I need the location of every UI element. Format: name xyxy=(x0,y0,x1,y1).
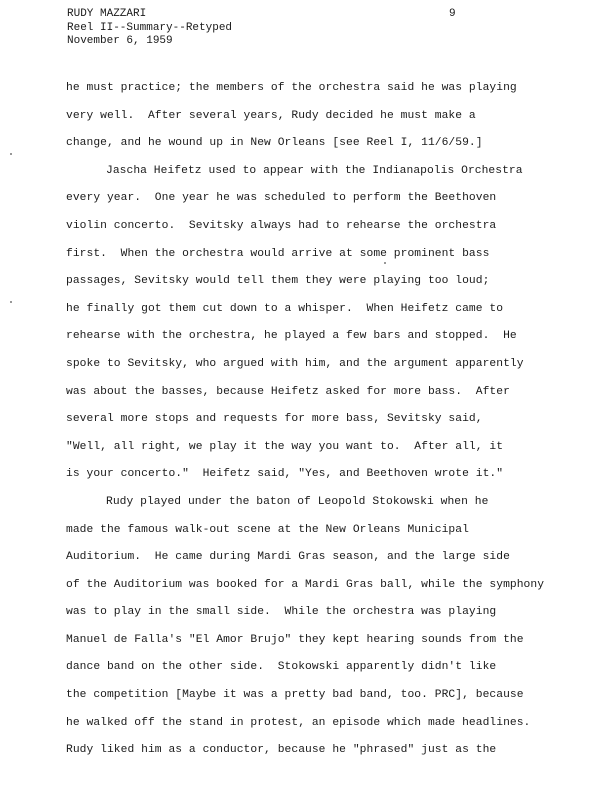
text-line: several more stops and requests for more bass, Sevitsky said, xyxy=(66,413,483,426)
text-line: Auditorium. He came during Mardi Gras season, and the large side xyxy=(66,551,510,564)
text-line: made the famous walk-out scene at the New Orleans Municipal xyxy=(66,523,469,536)
text-line: he walked off the stand in protest, an episode which made headlines. xyxy=(66,716,531,729)
text-line: rehearse with the orchestra, he played a few bars and stopped. He xyxy=(66,330,517,343)
text-line: was about the basses, because Heifetz asked for more bass. After xyxy=(66,385,510,398)
text-line: was to play in the small side. While the orchestra was playing xyxy=(66,606,497,619)
transcript-body xyxy=(66,75,566,765)
text-line: of the Auditorium was booked for a Mardi Gras ball, while the symphony xyxy=(66,578,545,591)
text-line: passages, Sevitsky would tell them they were playing too loud; xyxy=(66,275,490,288)
scan-speck xyxy=(384,262,386,264)
text-line: is your concerto." Heifetz said, "Yes, and Beethoven wrote it." xyxy=(66,468,504,481)
text-line: "Well, all right, we play it the way you want to. After all, it xyxy=(66,440,504,453)
text-line: violin concerto. Sevitsky always had to rehearse the orchestra xyxy=(66,219,497,232)
text-line: first. When the orchestra would arrive at some prominent bass xyxy=(66,247,490,260)
interviewee-name: RUDY MAZZARI xyxy=(67,8,147,20)
text-line: spoke to Sevitsky, who argued with him, and the argument apparently xyxy=(66,357,524,370)
interview-date: November 6, 1959 xyxy=(67,35,173,47)
text-line: change, and he wound up in New Orleans [see Reel I, 11/6/59.] xyxy=(66,137,483,150)
text-line: Rudy played under the baton of Leopold Stokowski when he xyxy=(106,495,489,508)
page-number: 9 xyxy=(449,8,456,20)
text-line: Manuel de Falla's "El Amor Brujo" they kept hearing sounds from the xyxy=(66,633,524,646)
text-line: the competition [Maybe it was a pretty bad band, too. PRC], because xyxy=(66,689,524,702)
text-line: dance band on the other side. Stokowski apparently didn't like xyxy=(66,661,497,674)
text-line: every year. One year he was scheduled to perform the Beethoven xyxy=(66,192,497,205)
page-header xyxy=(67,8,232,49)
scan-speck xyxy=(10,153,12,155)
text-line: he must practice; the members of the orchestra said he was playing xyxy=(66,82,517,94)
reel-label: Reel II--Summary--Retyped xyxy=(67,21,233,34)
scan-speck xyxy=(10,301,12,303)
text-line: very well. After several years, Rudy decided he must make a xyxy=(66,109,476,122)
text-line: Jascha Heifetz used to appear with the Indianapolis Orchestra xyxy=(106,164,523,177)
text-line: he finally got them cut down to a whisper. When Heifetz came to xyxy=(66,302,504,315)
text-line: Rudy liked him as a conductor, because he "phrased" just as the xyxy=(66,744,497,757)
